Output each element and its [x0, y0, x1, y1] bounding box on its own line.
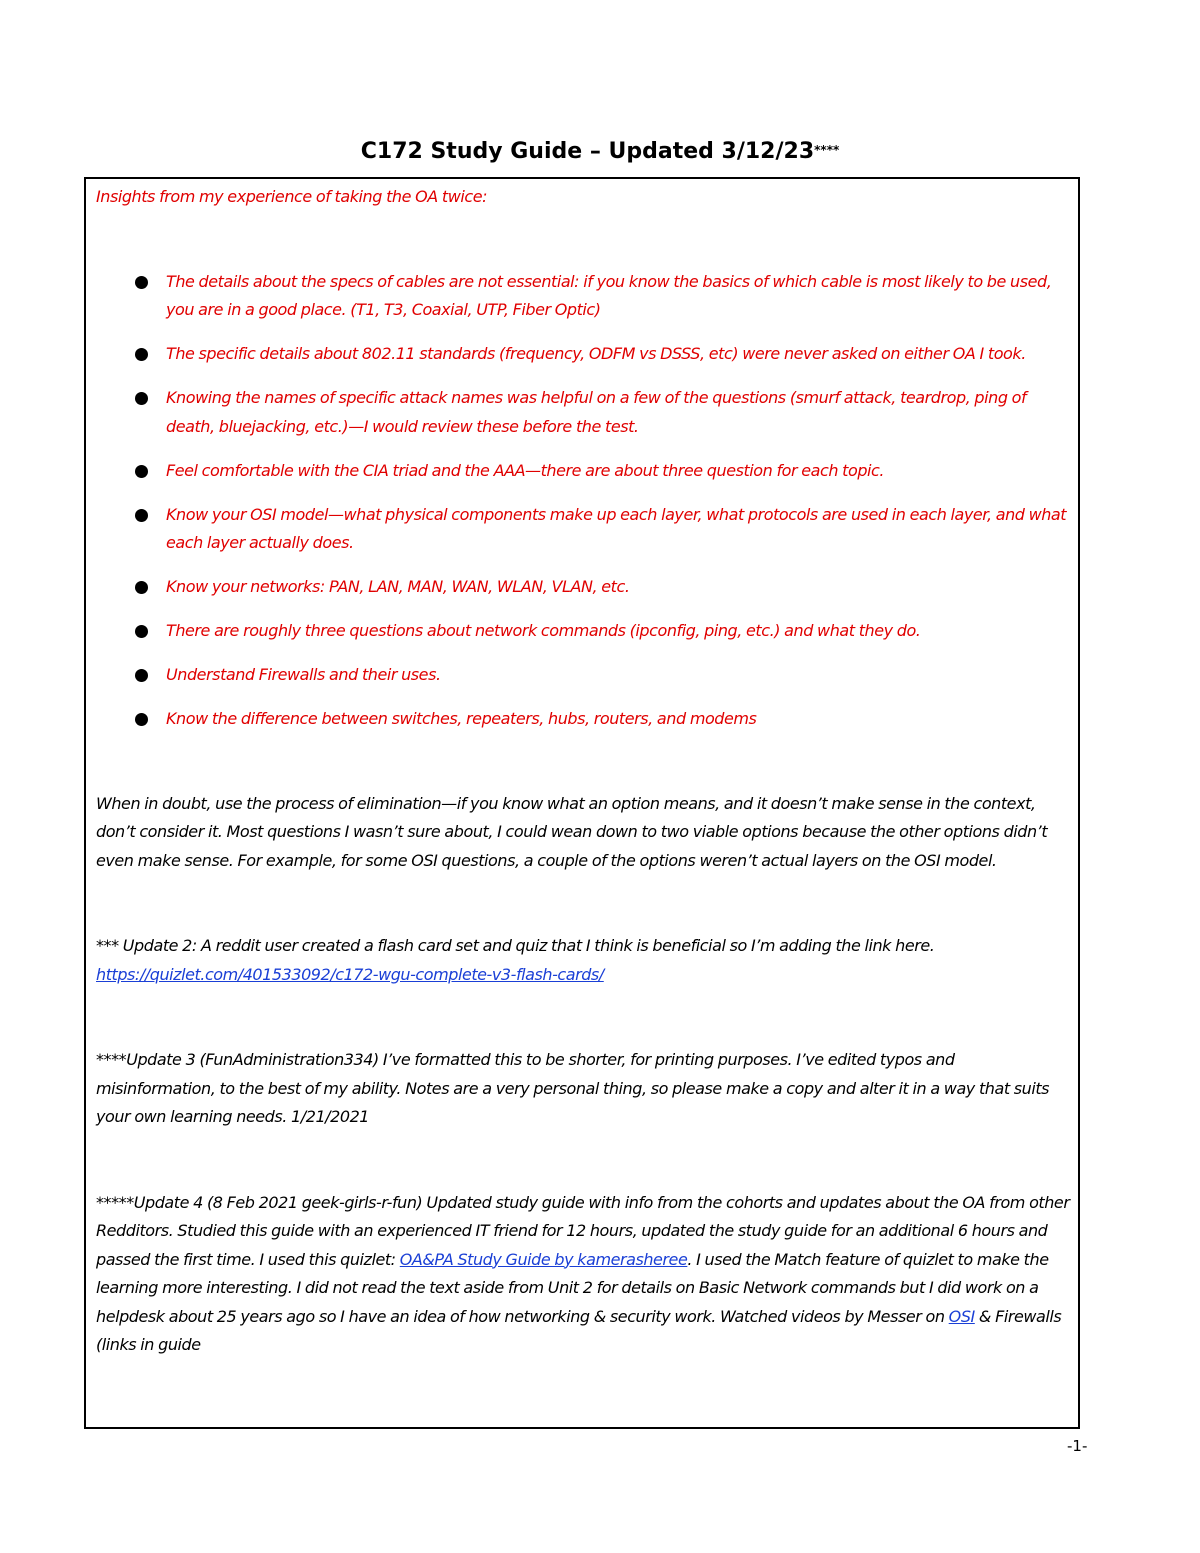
bullet-text: There are roughly three questions about network commands (ipconfig, ping, etc.) and what they do.: [166, 621, 921, 640]
bullet-icon: [135, 348, 148, 361]
page-number: -1-: [1067, 1437, 1088, 1455]
title-text: C172 Study Guide – Updated 3/12/23: [360, 139, 815, 164]
list-item: [96, 573, 1071, 602]
bullet-text: Know your networks: PAN, LAN, MAN, WAN, WLAN, VLAN, etc.: [166, 577, 630, 596]
study-guide-link[interactable]: OA&PA Study Guide by kamerasheree: [399, 1249, 688, 1269]
bullet-icon: [135, 276, 148, 289]
list-item: [96, 384, 1071, 441]
update-2-paragraph: [96, 932, 1071, 989]
list-item: [96, 617, 1071, 646]
list-item: [96, 268, 1071, 325]
bullet-icon: [135, 581, 148, 594]
bullet-text: Know the difference between switches, repeaters, hubs, routers, and modems: [166, 709, 757, 728]
content-inner: [96, 183, 1071, 1360]
title-asterisks: ****: [814, 143, 840, 157]
bullet-icon: [135, 625, 148, 638]
list-item: [96, 340, 1071, 369]
bullet-text: The details about the specs of cables are not essential: if you know the basics of which cable is most likely to be used, you are in a good place. (T1, T3, Coaxial, UTP, Fiber Optic): [166, 271, 1052, 319]
elimination-paragraph: When in doubt, use the process of elimination—if you know what an option means, and it doesn’t make sense in the context, don’t consider it. Most questions I wasn’t sure about, I could wean down to two viable options because the other options didn’t even make sense. For example, for some OSI questions, a couple of the options weren’t actual layers on the OSI model.: [96, 793, 1048, 870]
bullet-icon: [135, 669, 148, 682]
list-item: [96, 705, 1071, 734]
bullet-icon: [135, 465, 148, 478]
insights-list: [96, 268, 1071, 734]
update-4-text-2: . I used the Match feature of quizlet to make the learning more interesting. I did not read the text aside from Unit 2 for details on Basic Network commands but I did work on a helpdesk about 25 years ago so I have an idea of how networking & security work. Watched videos by Messer on: [96, 1249, 1049, 1326]
bullet-text: Understand Firewalls and their uses.: [166, 665, 441, 684]
quizlet-flash-cards-link[interactable]: https://quizlet.com/401533092/c172-wgu-complete-v3-flash-cards/: [96, 964, 604, 984]
osi-video-link[interactable]: OSI: [948, 1306, 975, 1326]
list-item: [96, 501, 1071, 558]
bullet-text: The specific details about 802.11 standards (frequency, ODFM vs DSSS, etc) were never asked on either OA I took.: [166, 344, 1026, 363]
update-2-text: *** Update 2: A reddit user created a flash card set and quiz that I think is beneficial so I’m adding the link here.: [96, 936, 935, 955]
insights-heading: Insights from my experience of taking the OA twice:: [96, 187, 488, 206]
bullet-icon: [135, 392, 148, 405]
bullet-text: Know your OSI model—what physical components make up each layer, what protocols are used in each layer, and what each layer actually does.: [166, 504, 1067, 552]
bullet-icon: [135, 713, 148, 726]
bullet-text: Knowing the names of specific attack names was helpful on a few of the questions (smurf attack, teardrop, ping of death, bluejacking, etc.)—I would review these before the test.: [166, 388, 1027, 436]
bullet-text: Feel comfortable with the CIA triad and the AAA—there are about three question for each topic.: [166, 460, 885, 480]
list-item: [96, 661, 1071, 690]
update-4-paragraph: [96, 1189, 1071, 1360]
content-box: [84, 177, 1080, 1429]
update-4-text-1: *****Update 4 (8 Feb 2021 geek-girls-r-fun) Updated study guide with info from the cohorts and updates about the OA from other Redditors. Studied this guide with an experienced IT friend for 12 hours, updated the study guide for an additional 6 hours and passed the first time. I used this quizlet:: [96, 1192, 1070, 1269]
document-title: [0, 138, 1200, 166]
update-4-text-3: & Firewalls (links in guide: [96, 1306, 1062, 1354]
bullet-icon: [135, 509, 148, 522]
update-3-paragraph: ****Update 3 (FunAdministration334) I’ve formatted this to be shorter, for printing purposes. I’ve edited typos and misinformation, to the best of my ability. Notes are a very personal thing, so please make a copy and alter it in a way that suits your own learning needs. 1/21/2021: [96, 1050, 1050, 1126]
list-item: [96, 457, 1071, 486]
